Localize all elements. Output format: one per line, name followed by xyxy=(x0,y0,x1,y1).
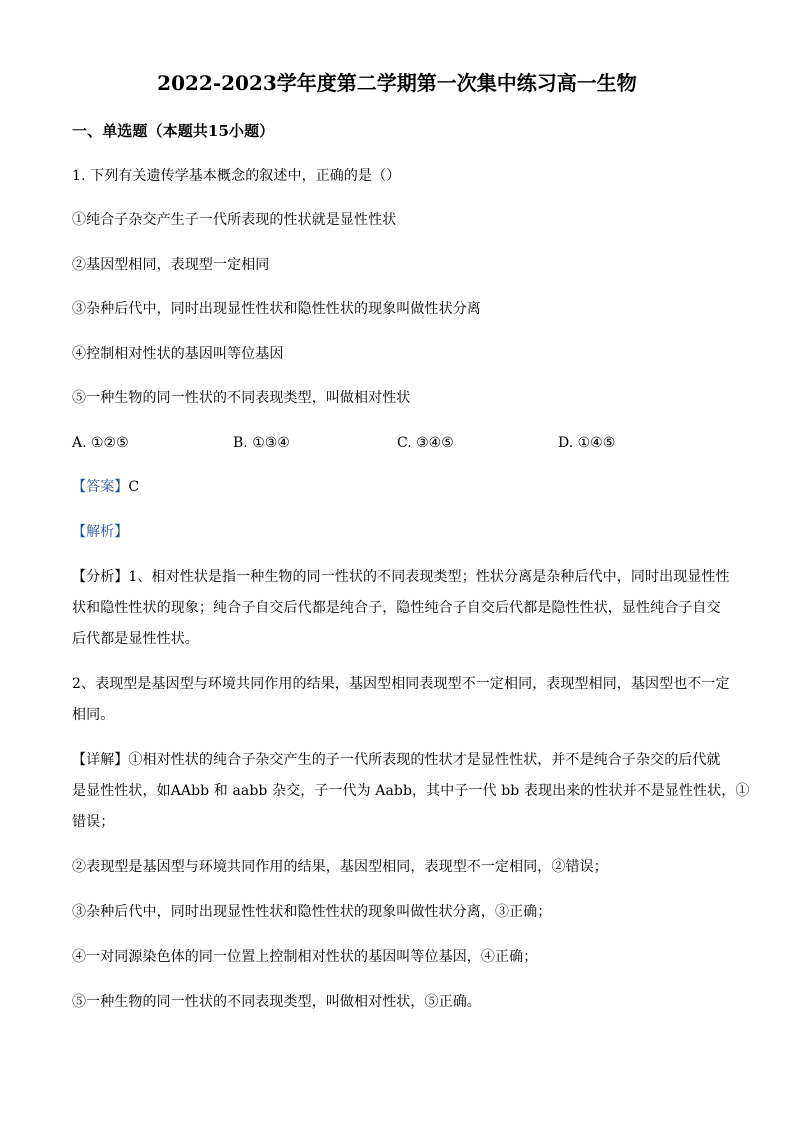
analysis-point2-line-2: 相同。 xyxy=(72,707,115,723)
option-b: B. ①③④ xyxy=(233,435,290,451)
detail-text-1: ①相对性状的纯合子杂交产生的子一代所表现的性状才是显性性状，并不是纯合子杂交的后代就 xyxy=(128,752,721,768)
analysis-heading xyxy=(72,525,128,539)
analysis-text-1: 1、相对性状是指一种生物的同一性状的不同表现类型；性状分离是杂种后代中，同时出现显性性 xyxy=(128,569,730,585)
answer-line xyxy=(72,480,139,494)
detail-label: 【详解】 xyxy=(72,752,129,768)
option-a: A. ①②⑤ xyxy=(72,435,129,451)
detail-line-5: ③杂种后代中，同时出现显性性状和隐性性状的现象叫做性状分离，③正确； xyxy=(72,904,552,920)
detail-line-1 xyxy=(72,753,721,767)
statement-4: ④控制相对性状的基因叫等位基因 xyxy=(72,346,284,362)
detail-line-4: ②表现型是基因型与环境共同作用的结果，基因型相同，表现型不一定相同，②错误； xyxy=(72,859,608,875)
answer-options xyxy=(72,436,732,452)
answer-label: 【答案】 xyxy=(72,479,129,495)
section-heading: 一、单选题（本题共15小题） xyxy=(72,122,275,140)
answer-value: C xyxy=(128,479,140,495)
option-c: C. ③④⑤ xyxy=(397,435,454,451)
analysis-line-3: 后代都是显性性状。 xyxy=(72,631,199,647)
statement-1: ①纯合子杂交产生子一代所表现的性状就是显性性状 xyxy=(72,212,397,228)
analysis-point2-line-1: 2、表现型是基因型与环境共同作用的结果，基因型相同表现型不一定相同，表现型相同，基因型也不一定 xyxy=(72,676,730,692)
option-d: D. ①④⑤ xyxy=(558,435,616,451)
analysis-line-2: 状和隐性性状的现象；纯合子自交后代都是纯合子，隐性纯合子自交后代都是隐性性状，显性纯合子自交 xyxy=(72,600,721,616)
detail-line-3: 错误； xyxy=(72,814,115,830)
detail-line-2: 是显性性状，如AAbb 和 aabb 杂交，子一代为 Aabb，其中子一代 bb 表现出来的性状并不是显性性状，① xyxy=(72,783,750,799)
statement-2: ②基因型相同，表现型一定相同 xyxy=(72,257,270,273)
statement-3: ③杂种后代中，同时出现显性性状和隐性性状的现象叫做性状分离 xyxy=(72,301,481,317)
statement-5: ⑤一种生物的同一性状的不同表现类型，叫做相对性状 xyxy=(72,390,411,406)
detail-line-7: ⑤一种生物的同一性状的不同表现类型，叫做相对性状，⑤正确。 xyxy=(72,994,481,1010)
detail-line-6: ④一对同源染色体的同一位置上控制相对性状的基因叫等位基因，④正确； xyxy=(72,949,538,965)
analysis-line-1 xyxy=(72,570,730,584)
document-title: 2022-2023学年度第二学期第一次集中练习高一生物 xyxy=(157,71,637,95)
analysis-sub-label: 【分析】 xyxy=(72,569,129,585)
question-stem: 1. 下列有关遗传学基本概念的叙述中，正确的是（） xyxy=(72,168,401,184)
analysis-label: 【解析】 xyxy=(72,524,129,540)
